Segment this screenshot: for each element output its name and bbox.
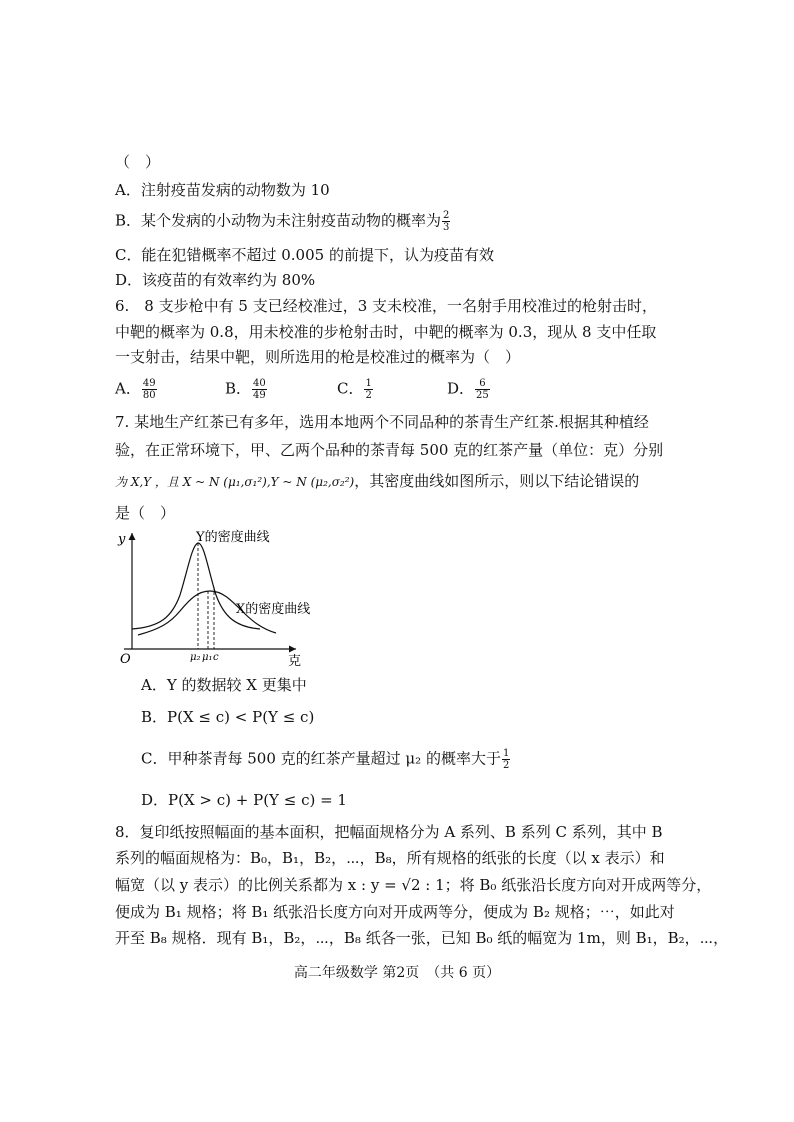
- q7-option-c-text: C．甲种茶青每 500 克的红茶产量超过 μ₂ 的概率大于: [141, 749, 501, 768]
- q7-option-c-fraction: [502, 748, 510, 771]
- fraction-denominator: 2: [502, 760, 510, 771]
- q6-stem-line1: 6. 8 支步枪中有 5 支已经校准过，3 支未校准，一名射手用校准过的枪射击时，: [115, 297, 658, 315]
- option-fraction: [475, 378, 490, 401]
- option-fraction: [252, 378, 267, 401]
- option-label: B．: [225, 379, 252, 398]
- q7-stem-line1: 7. 某地生产红茶已有多年，选用本地两个不同品种的茶青生产红茶.根据其种植经: [115, 413, 649, 431]
- option-fraction: [142, 378, 157, 401]
- x-curve-label: X的密度曲线: [236, 602, 310, 617]
- fraction-denominator: 80: [142, 390, 156, 401]
- q7-stem-line3-rest: ，其密度曲线如图所示，则以下结论错误的: [354, 472, 640, 490]
- fraction-numerator: 6: [475, 378, 490, 390]
- fraction-numerator: 40: [253, 378, 266, 389]
- fraction-numerator: 2: [443, 210, 450, 221]
- q6-stem-line3: 一支射击，结果中靶，则所选用的枪是校准过的概率为（ ）: [115, 348, 521, 366]
- q5-option-b-fraction: [442, 210, 450, 233]
- fraction-denominator: 2: [365, 390, 372, 401]
- fraction-denominator: 3: [443, 222, 450, 233]
- q8-stem-line2: 系列的幅面规格为：B₀，B₁，B₂，⋯，B₈，所有规格的纸张的长度（以 x 表示）和: [115, 849, 665, 867]
- q6-option-c: [337, 378, 374, 401]
- x-axis-label: 克: [288, 654, 302, 669]
- fraction-numerator: 49: [142, 378, 156, 389]
- q5-option-a: A．注射疫苗发病的动物数为 10: [115, 181, 330, 199]
- option-label: D．: [447, 379, 475, 398]
- q8-stem-line1: 8．复印纸按照幅面的基本面积，把幅面规格分为 A 系列、B 系列 C 系列，其中 B: [115, 823, 663, 841]
- q7-stem-line4: 是（ ）: [115, 504, 176, 522]
- q6-option-d: [447, 378, 491, 401]
- tick-mu1: μ₁: [202, 652, 213, 663]
- q7-distribution-formula: 为 X,Y ，且 X ~ N (μ₁,σ₁²),Y ~ N (μ₂,σ₂²): [115, 475, 355, 489]
- fraction-denominator: 49: [253, 390, 266, 401]
- q6-option-a: [115, 378, 158, 401]
- option-label: A．: [115, 379, 141, 398]
- fraction-numerator: 1: [365, 378, 372, 389]
- q6-stem-line2: 中靶的概率为 0.8，用未校准的步枪射击时，中靶的概率为 0.3，现从 8 支中任取: [115, 323, 657, 341]
- tick-c: c: [213, 652, 219, 663]
- page-footer: 高二年级数学 第2页 （共 6 页）: [293, 965, 501, 981]
- q7-option-a: A．Y 的数据较 X 更集中: [141, 676, 307, 694]
- tick-mu2: μ₂: [190, 652, 201, 663]
- q5-option-b: [115, 210, 451, 233]
- q7-stem-line3: [115, 471, 639, 492]
- q8-stem-line3: 幅宽（以 y 表示）的比例关系都为 x : y = √2 : 1；将 B₀ 纸张沿长度方向对开成两等分，: [115, 876, 712, 894]
- y-curve-label: Y的密度曲线: [196, 530, 270, 545]
- q7-option-b: B．P(X ≤ c) < P(Y ≤ c): [141, 708, 315, 726]
- option-label: C．: [337, 379, 364, 398]
- q8-stem-line4: 便成为 B₁ 规格；将 B₁ 纸张沿长度方向对开成两等分，便成为 B₂ 规格；⋯，如此对: [115, 903, 675, 921]
- q5-option-c: C．能在犯错概率不超过 0.005 的前提下，认为疫苗有效: [115, 246, 494, 264]
- q7-option-c: [141, 748, 511, 771]
- fraction-denominator: 25: [476, 390, 489, 401]
- y-axis-label: y: [118, 532, 126, 547]
- q5-option-b-text: B．某个发病的小动物为未注射疫苗动物的概率为: [115, 211, 442, 230]
- origin-label: O: [120, 652, 131, 667]
- q8-stem-line5: 开至 B₈ 规格．现有 B₁，B₂，⋯，B₈ 纸各一张，已知 B₀ 纸的幅宽为 1m，则 B₁，B₂，⋯，: [115, 929, 729, 947]
- q6-option-b: [225, 378, 268, 401]
- answer-paren: （ ）: [115, 153, 161, 171]
- density-curve-figure: [110, 525, 310, 670]
- fraction-numerator: 1: [502, 748, 510, 759]
- q5-option-d: D．该疫苗的有效率约为 80%: [115, 271, 316, 289]
- option-fraction: [364, 378, 372, 401]
- q7-stem-line2: 验，在正常环境下，甲、乙两个品种的茶青每 500 克的红茶产量（单位：克）分别: [115, 441, 664, 459]
- q7-option-d: D．P(X > c) + P(Y ≤ c) = 1: [141, 791, 347, 809]
